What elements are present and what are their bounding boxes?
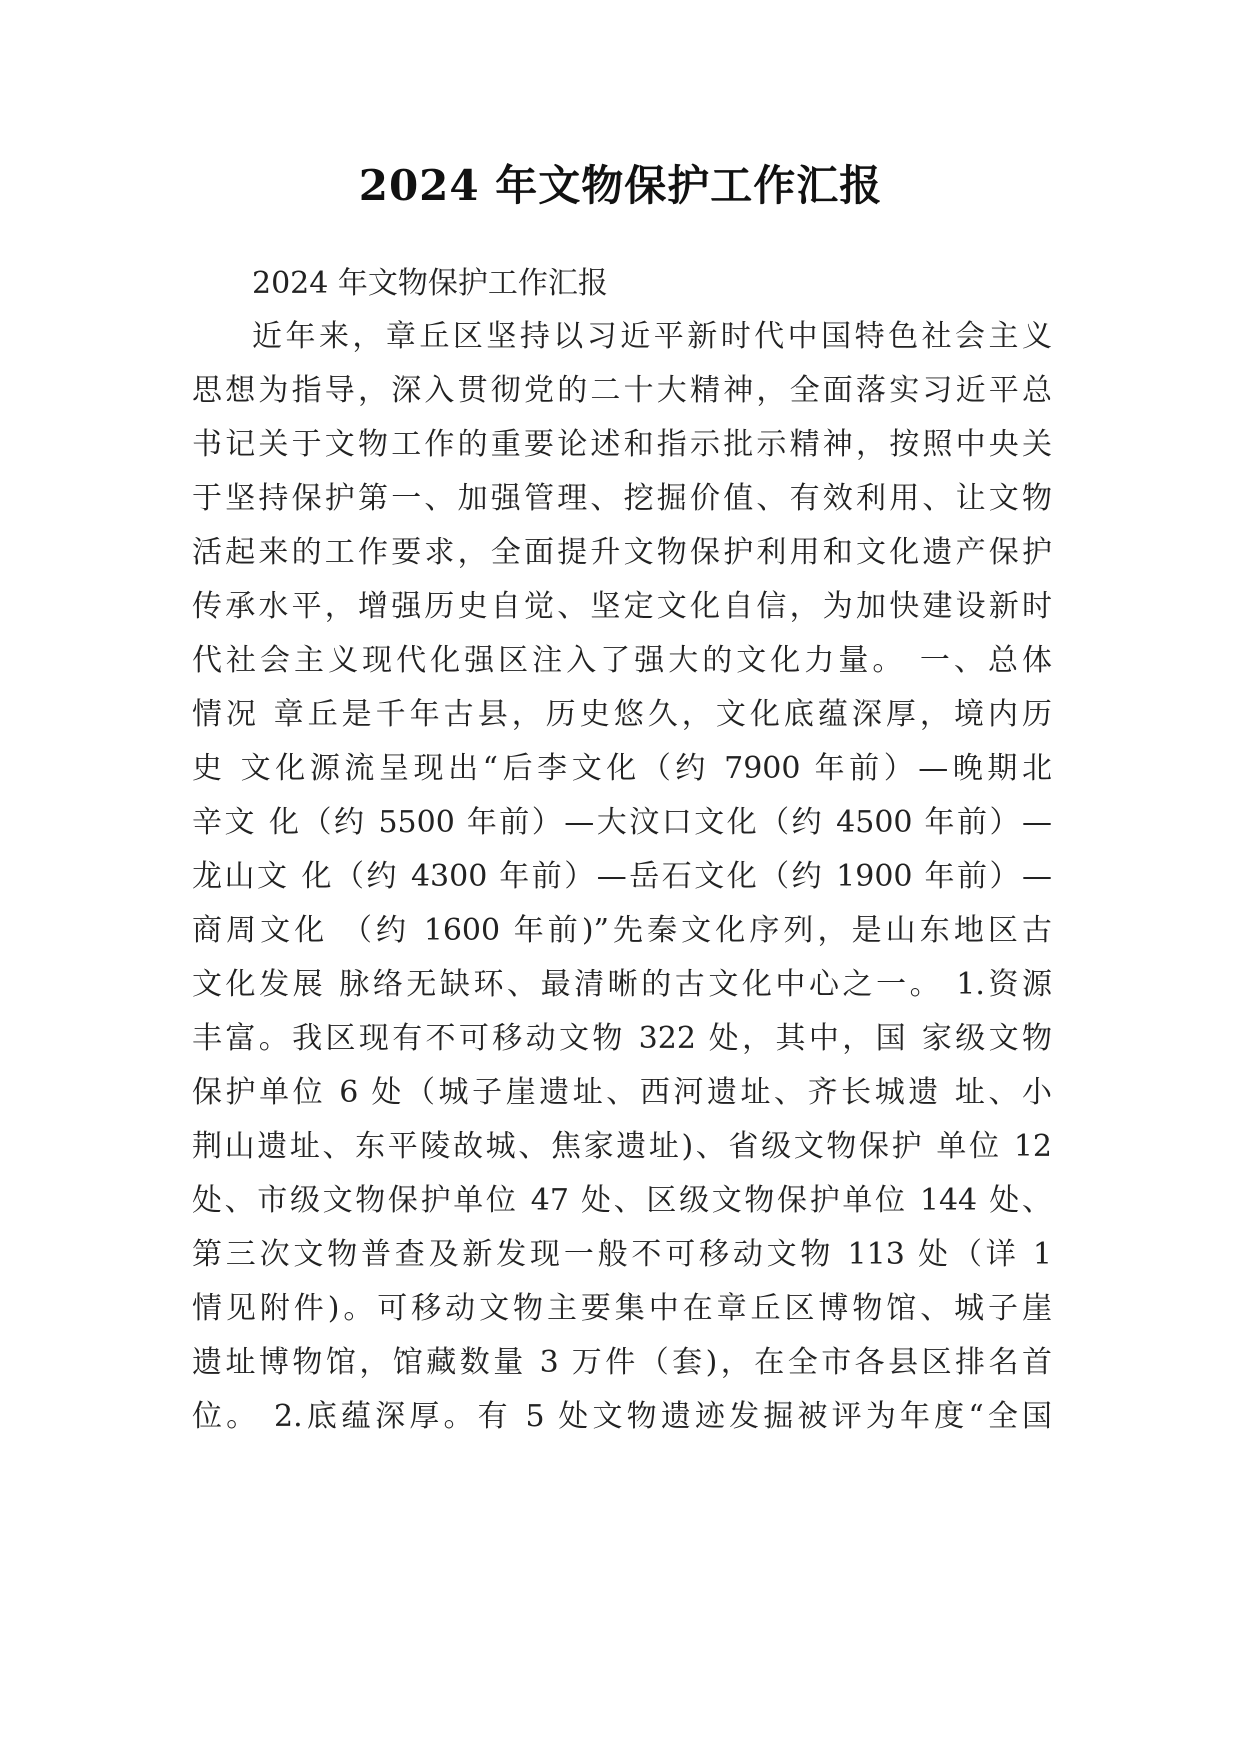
- body-line-18: 处、市级文物保护单位 47 处、区级文物保护单位 144 处、: [192, 1183, 1052, 1218]
- body-line-19: 第三次文物普查及新发现一般不可移动文物 113 处（详 1: [192, 1237, 1052, 1272]
- body-line-10: 史 文化源流呈现出“后李文化（约 7900 年前）—晚期北: [192, 751, 1052, 786]
- body-line-22: 位。 2.底蕴深厚。有 5 处文物遗迹发掘被评为年度“全国: [192, 1399, 1052, 1434]
- body-line-20: 情见附件)。可移动文物主要集中在章丘区博物馆、城子崖: [192, 1291, 1052, 1326]
- body-line-2: 近年来，章丘区坚持以习近平新时代中国特色社会主义: [252, 319, 1052, 354]
- body-line-14: 文化发展 脉络无缺环、最清晰的古文化中心之一。 1.资源: [192, 967, 1052, 1002]
- body-line-9: 情况 章丘是千年古县，历史悠久，文化底蕴深厚，境内历: [192, 697, 1052, 732]
- body-line-4: 书记关于文物工作的重要论述和指示批示精神，按照中央关: [192, 427, 1052, 462]
- body-line-8: 代社会主义现代化强区注入了强大的文化力量。 一、总体: [192, 643, 1052, 678]
- body-line-5: 于坚持保护第一、加强管理、挖掘价值、有效利用、让文物: [192, 481, 1052, 516]
- body-line-11: 辛文 化（约 5500 年前）—大汶口文化（约 4500 年前）—: [192, 805, 1052, 840]
- body-line-13: 商周文化 （约 1600 年前)”先秦文化序列，是山东地区古: [192, 913, 1052, 948]
- body-line-12: 龙山文 化（约 4300 年前）—岳石文化（约 1900 年前）—: [192, 859, 1052, 894]
- body-line-17: 荆山遗址、东平陵故城、焦家遗址)、省级文物保护 单位 12: [192, 1129, 1052, 1164]
- body-line-21: 遗址博物馆，馆藏数量 3 万件（套)，在全市各县区排名首: [192, 1345, 1052, 1380]
- body-line-6: 活起来的工作要求，全面提升文物保护利用和文化遗产保护: [192, 535, 1052, 570]
- document-title: 2024 年文物保护工作汇报: [358, 161, 883, 210]
- body-line-16: 保护单位 6 处（城子崖遗址、西河遗址、齐长城遗 址、小: [192, 1075, 1052, 1110]
- body-line-15: 丰富。我区现有不可移动文物 322 处，其中，国 家级文物: [192, 1021, 1052, 1056]
- body-line-1: 2024 年文物保护工作汇报: [252, 266, 608, 301]
- body-line-7: 传承水平，增强历史自觉、坚定文化自信，为加快建设新时: [192, 589, 1052, 624]
- body-line-3: 思想为指导，深入贯彻党的二十大精神，全面落实习近平总: [192, 373, 1052, 408]
